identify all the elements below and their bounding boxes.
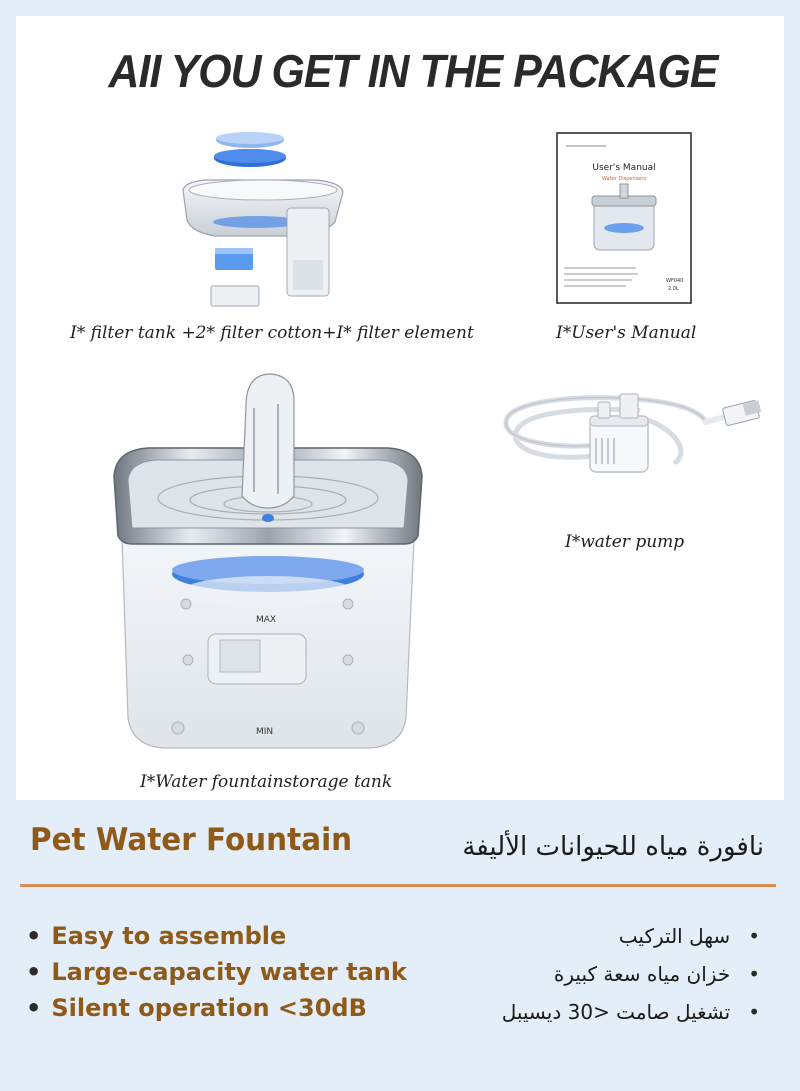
list-item [26, 990, 407, 1026]
list-item [502, 918, 760, 956]
manual-icon [556, 132, 692, 304]
bullet-icon: • [26, 994, 42, 1022]
feature-list-ar [502, 918, 760, 1032]
manual-title: User's Manual [592, 163, 656, 173]
feature-text-ar: خزان مياه سعة كبيرة [553, 962, 731, 986]
bullet-icon: • [748, 1000, 760, 1024]
list-item [502, 956, 760, 994]
list-item [26, 918, 407, 954]
manual-capacity: 2.0L [668, 286, 679, 292]
filter-parts-icon [175, 130, 375, 310]
section-divider [20, 884, 776, 887]
list-item [502, 994, 760, 1032]
bullet-icon: • [748, 962, 760, 986]
feature-text: Silent operation <30dB [51, 994, 367, 1022]
feature-text: Large-capacity water tank [51, 958, 407, 986]
product-title-ar: نافورة مياه للحيوانات الأليفة [462, 832, 764, 862]
manual-caption: I*User's Manual [556, 323, 697, 343]
package-heading: AII YOU GET IN THE PACKAGE [108, 45, 718, 97]
product-title: Pet Water Fountain [30, 822, 353, 858]
bullet-icon: • [26, 958, 42, 986]
bullet-icon: • [26, 922, 42, 950]
manual-model: WF040 [666, 278, 684, 284]
min-label: MIN [256, 727, 274, 737]
bullet-icon: • [748, 924, 760, 948]
feature-text-ar: سهل التركيب [618, 924, 731, 948]
manual-subtitle: Water Dispensers [602, 176, 646, 182]
max-label: MAX [256, 615, 277, 625]
list-item [26, 954, 407, 990]
feature-text-ar: تشغيل صامت <30 ديسيبل [501, 1000, 731, 1024]
water-pump-icon [498, 372, 768, 492]
feature-list [26, 918, 407, 1026]
feature-text: Easy to assemble [51, 922, 287, 950]
fountain-tank-icon [108, 368, 428, 764]
filter-parts-caption: I* filter tank +2* filter cotton+I* filter element [70, 323, 474, 343]
fountain-tank-caption: I*Water fountainstorage tank [140, 772, 393, 792]
water-pump-caption: I*water pump [565, 532, 685, 552]
